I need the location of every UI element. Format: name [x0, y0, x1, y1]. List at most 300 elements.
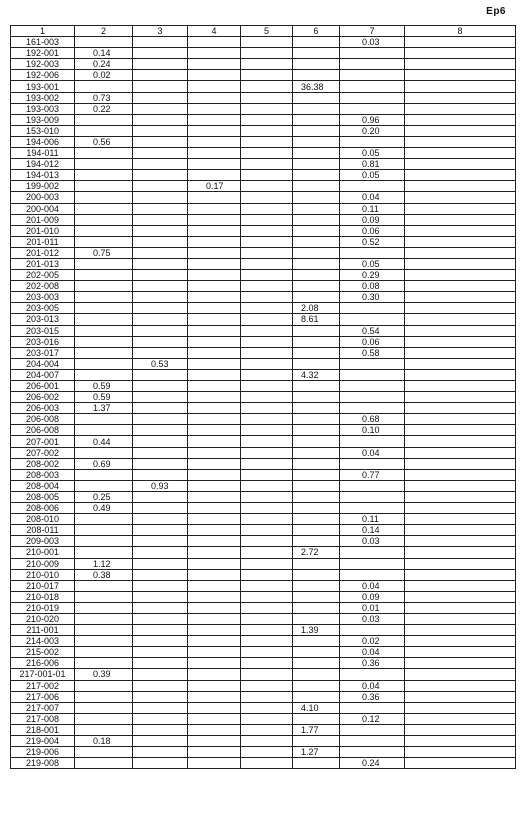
table-cell [241, 281, 293, 292]
table-cell: 0.05 [340, 170, 405, 181]
table-cell [133, 159, 188, 170]
table-cell [241, 303, 293, 314]
table-row [11, 669, 516, 680]
table-cell [293, 325, 340, 336]
table-cell [188, 92, 241, 103]
table-row [11, 602, 516, 613]
column-header: 2 [75, 26, 133, 37]
table-cell [340, 503, 405, 514]
table-cell [75, 591, 133, 602]
row-code-cell: 209-003 [11, 536, 75, 547]
table-row [11, 580, 516, 591]
row-code-cell: 193-001 [11, 81, 75, 92]
table-cell: 0.73 [75, 92, 133, 103]
table-cell [75, 347, 133, 358]
table-cell [241, 436, 293, 447]
table-cell [133, 203, 188, 214]
table-cell [133, 114, 188, 125]
table-row [11, 136, 516, 147]
table-cell [293, 758, 340, 769]
table-cell [405, 247, 516, 258]
column-header: 5 [241, 26, 293, 37]
table-cell [133, 258, 188, 269]
table-cell [293, 591, 340, 602]
table-cell [340, 736, 405, 747]
table-cell [293, 669, 340, 680]
table-header-row [11, 26, 516, 37]
table-cell [133, 613, 188, 624]
row-code-cell: 215-002 [11, 647, 75, 658]
table-cell: 0.17 [188, 181, 241, 192]
table-cell [405, 103, 516, 114]
row-code-cell: 201-012 [11, 247, 75, 258]
table-cell [293, 48, 340, 59]
table-cell: 0.22 [75, 103, 133, 114]
table-cell [293, 181, 340, 192]
table-cell [133, 602, 188, 613]
table-cell [241, 181, 293, 192]
table-cell [241, 747, 293, 758]
table-row [11, 203, 516, 214]
table-cell [405, 503, 516, 514]
table-cell [405, 336, 516, 347]
table-cell [133, 214, 188, 225]
table-cell [405, 636, 516, 647]
table-cell: 0.04 [340, 447, 405, 458]
table-row [11, 403, 516, 414]
row-code-cell: 203-015 [11, 325, 75, 336]
table-row [11, 414, 516, 425]
table-row [11, 469, 516, 480]
table-cell [75, 303, 133, 314]
table-cell [241, 381, 293, 392]
table-cell [75, 37, 133, 48]
table-cell [241, 325, 293, 336]
table-row [11, 258, 516, 269]
table-cell [293, 292, 340, 303]
table-cell: 0.09 [340, 591, 405, 602]
table-cell [188, 458, 241, 469]
row-code-cell: 210-010 [11, 569, 75, 580]
row-code-cell: 206-008 [11, 414, 75, 425]
table-cell [75, 625, 133, 636]
table-cell [75, 336, 133, 347]
row-code-cell: 208-002 [11, 458, 75, 469]
table-cell [405, 369, 516, 380]
table-cell [405, 48, 516, 59]
table-cell [405, 525, 516, 536]
table-cell [405, 658, 516, 669]
table-cell [188, 480, 241, 491]
table-cell [241, 236, 293, 247]
table-cell: 0.52 [340, 236, 405, 247]
table-cell [188, 37, 241, 48]
row-code-cell: 192-001 [11, 48, 75, 59]
table-cell [293, 569, 340, 580]
table-cell [405, 613, 516, 624]
table-cell [340, 381, 405, 392]
table-cell: 0.06 [340, 336, 405, 347]
table-cell: 0.36 [340, 658, 405, 669]
table-cell [188, 724, 241, 735]
table-cell: 0.77 [340, 469, 405, 480]
table-cell [241, 469, 293, 480]
table-row [11, 270, 516, 281]
table-cell [293, 92, 340, 103]
table-cell [241, 691, 293, 702]
table-cell: 0.59 [75, 381, 133, 392]
table-cell [188, 392, 241, 403]
table-row [11, 314, 516, 325]
table-cell [405, 491, 516, 502]
table-row [11, 514, 516, 525]
table-cell [405, 414, 516, 425]
table-cell [133, 591, 188, 602]
table-cell [133, 381, 188, 392]
table-cell [241, 491, 293, 502]
table-cell [241, 258, 293, 269]
table-row [11, 381, 516, 392]
table-cell [340, 314, 405, 325]
table-cell [133, 491, 188, 502]
table-cell [188, 103, 241, 114]
table-cell [188, 536, 241, 547]
table-cell: 0.04 [340, 680, 405, 691]
table-cell [75, 469, 133, 480]
table-cell [188, 403, 241, 414]
table-row [11, 70, 516, 81]
table-cell [293, 469, 340, 480]
table-cell [75, 580, 133, 591]
table-cell [188, 381, 241, 392]
table-cell [133, 247, 188, 258]
table-row [11, 425, 516, 436]
table-cell [405, 669, 516, 680]
table-cell [188, 281, 241, 292]
row-code-cell: 203-005 [11, 303, 75, 314]
table-cell [133, 747, 188, 758]
row-code-cell: 194-012 [11, 159, 75, 170]
table-cell [340, 92, 405, 103]
table-cell [133, 314, 188, 325]
table-row [11, 558, 516, 569]
table-cell [293, 658, 340, 669]
table-cell [293, 580, 340, 591]
table-cell [241, 37, 293, 48]
table-cell [340, 103, 405, 114]
table-cell [340, 669, 405, 680]
table-row [11, 613, 516, 624]
table-cell: 0.09 [340, 214, 405, 225]
table-cell [405, 381, 516, 392]
row-code-cell: 206-008 [11, 425, 75, 436]
table-cell [405, 536, 516, 547]
table-cell: 0.93 [133, 480, 188, 491]
row-code-cell: 219-008 [11, 758, 75, 769]
table-cell [405, 691, 516, 702]
table-cell [340, 59, 405, 70]
table-cell: 36.38 [293, 81, 340, 92]
table-cell [75, 358, 133, 369]
table-cell [241, 480, 293, 491]
table-cell [188, 325, 241, 336]
table-row [11, 536, 516, 547]
row-code-cell: 193-003 [11, 103, 75, 114]
table-cell [241, 758, 293, 769]
table-cell [241, 647, 293, 658]
table-cell [188, 691, 241, 702]
row-code-cell: 201-013 [11, 258, 75, 269]
row-code-cell: 203-013 [11, 314, 75, 325]
table-cell: 0.53 [133, 358, 188, 369]
table-cell [75, 713, 133, 724]
table-cell [188, 292, 241, 303]
row-code-cell: 210-018 [11, 591, 75, 602]
table-cell [405, 81, 516, 92]
table-cell [133, 292, 188, 303]
row-code-cell: 208-006 [11, 503, 75, 514]
table-cell: 1.77 [293, 724, 340, 735]
table-cell [293, 59, 340, 70]
row-code-cell: 207-002 [11, 447, 75, 458]
table-row [11, 292, 516, 303]
table-cell [405, 736, 516, 747]
table-cell [241, 625, 293, 636]
row-code-cell: 217-001-01 [11, 669, 75, 680]
table-cell: 0.49 [75, 503, 133, 514]
table-cell: 0.75 [75, 247, 133, 258]
table-cell [133, 458, 188, 469]
table-cell [188, 81, 241, 92]
table-cell: 0.11 [340, 203, 405, 214]
table-cell [75, 125, 133, 136]
table-cell [241, 81, 293, 92]
table-cell: 0.18 [75, 736, 133, 747]
table-cell: 0.36 [340, 691, 405, 702]
table-cell [241, 292, 293, 303]
table-row [11, 713, 516, 724]
table-cell [75, 680, 133, 691]
table-cell [241, 92, 293, 103]
table-cell [293, 336, 340, 347]
table-row [11, 636, 516, 647]
table-cell [133, 103, 188, 114]
column-header: 7 [340, 26, 405, 37]
table-cell: 0.25 [75, 491, 133, 502]
table-cell [405, 514, 516, 525]
table-cell [405, 59, 516, 70]
table-cell [188, 192, 241, 203]
column-header: 8 [405, 26, 516, 37]
table-cell [188, 503, 241, 514]
table-cell [188, 358, 241, 369]
row-code-cell: 193-009 [11, 114, 75, 125]
table-cell [405, 713, 516, 724]
table-cell: 0.04 [340, 647, 405, 658]
table-cell [75, 691, 133, 702]
table-cell [405, 724, 516, 735]
row-code-cell: 208-004 [11, 480, 75, 491]
table-cell [405, 547, 516, 558]
table-cell [133, 425, 188, 436]
table-cell [405, 680, 516, 691]
column-header: 6 [293, 26, 340, 37]
data-table [10, 25, 516, 769]
table-cell: 0.02 [75, 70, 133, 81]
table-cell [340, 436, 405, 447]
table-cell: 0.29 [340, 270, 405, 281]
table-cell: 0.69 [75, 458, 133, 469]
row-code-cell: 210-009 [11, 558, 75, 569]
table-cell [241, 192, 293, 203]
table-cell [133, 525, 188, 536]
table-cell [293, 347, 340, 358]
table-cell: 1.39 [293, 625, 340, 636]
table-cell [293, 480, 340, 491]
table-cell [133, 580, 188, 591]
table-cell: 0.10 [340, 425, 405, 436]
table-cell [340, 48, 405, 59]
table-cell: 0.03 [340, 37, 405, 48]
table-cell [293, 170, 340, 181]
row-code-cell: 208-003 [11, 469, 75, 480]
table-cell: 0.14 [75, 48, 133, 59]
table-cell [293, 458, 340, 469]
table-cell [405, 258, 516, 269]
table-cell [75, 369, 133, 380]
row-code-cell: 207-001 [11, 436, 75, 447]
row-code-cell: 204-007 [11, 369, 75, 380]
table-cell [340, 569, 405, 580]
table-cell: 0.24 [340, 758, 405, 769]
table-row [11, 625, 516, 636]
table-cell [75, 214, 133, 225]
table-cell [405, 236, 516, 247]
table-cell [340, 747, 405, 758]
table-cell [241, 159, 293, 170]
table-row [11, 547, 516, 558]
table-cell [188, 591, 241, 602]
table-cell [133, 48, 188, 59]
table-cell [405, 358, 516, 369]
table-cell [188, 136, 241, 147]
table-cell [293, 381, 340, 392]
table-cell [188, 347, 241, 358]
row-code-cell: 217-007 [11, 702, 75, 713]
table-cell [241, 636, 293, 647]
table-cell: 0.03 [340, 536, 405, 547]
table-cell [340, 702, 405, 713]
table-cell [75, 547, 133, 558]
row-code-cell: 218-001 [11, 724, 75, 735]
table-cell [405, 702, 516, 713]
table-row [11, 336, 516, 347]
table-cell: 2.08 [293, 303, 340, 314]
table-cell [241, 59, 293, 70]
table-cell [241, 347, 293, 358]
table-cell [293, 214, 340, 225]
table-cell [75, 159, 133, 170]
table-cell [405, 580, 516, 591]
table-cell [188, 736, 241, 747]
table-cell [133, 392, 188, 403]
table-cell [405, 170, 516, 181]
table-cell: 0.96 [340, 114, 405, 125]
table-cell [133, 347, 188, 358]
table-cell [293, 414, 340, 425]
table-cell [293, 270, 340, 281]
table-cell [133, 558, 188, 569]
table-cell [188, 569, 241, 580]
row-code-cell: 200-003 [11, 192, 75, 203]
table-cell [188, 170, 241, 181]
table-cell [241, 591, 293, 602]
table-cell [75, 658, 133, 669]
table-cell [188, 48, 241, 59]
table-cell [293, 736, 340, 747]
table-cell [241, 136, 293, 147]
table-cell [405, 747, 516, 758]
table-cell [75, 181, 133, 192]
table-cell [405, 281, 516, 292]
table-cell [241, 369, 293, 380]
table-cell [293, 125, 340, 136]
table-cell [188, 125, 241, 136]
table-cell [293, 436, 340, 447]
table-row [11, 92, 516, 103]
row-code-cell: 217-002 [11, 680, 75, 691]
table-row [11, 103, 516, 114]
table-cell [75, 281, 133, 292]
row-code-cell: 206-003 [11, 403, 75, 414]
table-cell [405, 447, 516, 458]
table-cell: 0.81 [340, 159, 405, 170]
table-cell [405, 125, 516, 136]
table-cell: 2.72 [293, 547, 340, 558]
table-cell [293, 536, 340, 547]
table-row [11, 569, 516, 580]
table-cell [340, 480, 405, 491]
table-cell [293, 358, 340, 369]
table-cell [75, 758, 133, 769]
table-cell [188, 625, 241, 636]
row-code-cell: 203-016 [11, 336, 75, 347]
table-cell [188, 414, 241, 425]
row-code-cell: 194-011 [11, 148, 75, 159]
table-cell [188, 203, 241, 214]
table-cell: 1.27 [293, 747, 340, 758]
table-cell [75, 292, 133, 303]
row-code-cell: 217-006 [11, 691, 75, 702]
table-cell [188, 491, 241, 502]
table-cell [241, 114, 293, 125]
table-cell: 0.04 [340, 192, 405, 203]
table-cell [241, 125, 293, 136]
table-cell [188, 303, 241, 314]
table-cell [133, 469, 188, 480]
table-cell [133, 713, 188, 724]
table-cell [293, 647, 340, 658]
table-cell [133, 81, 188, 92]
table-row [11, 125, 516, 136]
table-row [11, 591, 516, 602]
row-code-cell: 201-011 [11, 236, 75, 247]
table-cell [241, 458, 293, 469]
column-header: 4 [188, 26, 241, 37]
table-cell: 0.59 [75, 392, 133, 403]
table-cell [75, 114, 133, 125]
table-cell [188, 747, 241, 758]
